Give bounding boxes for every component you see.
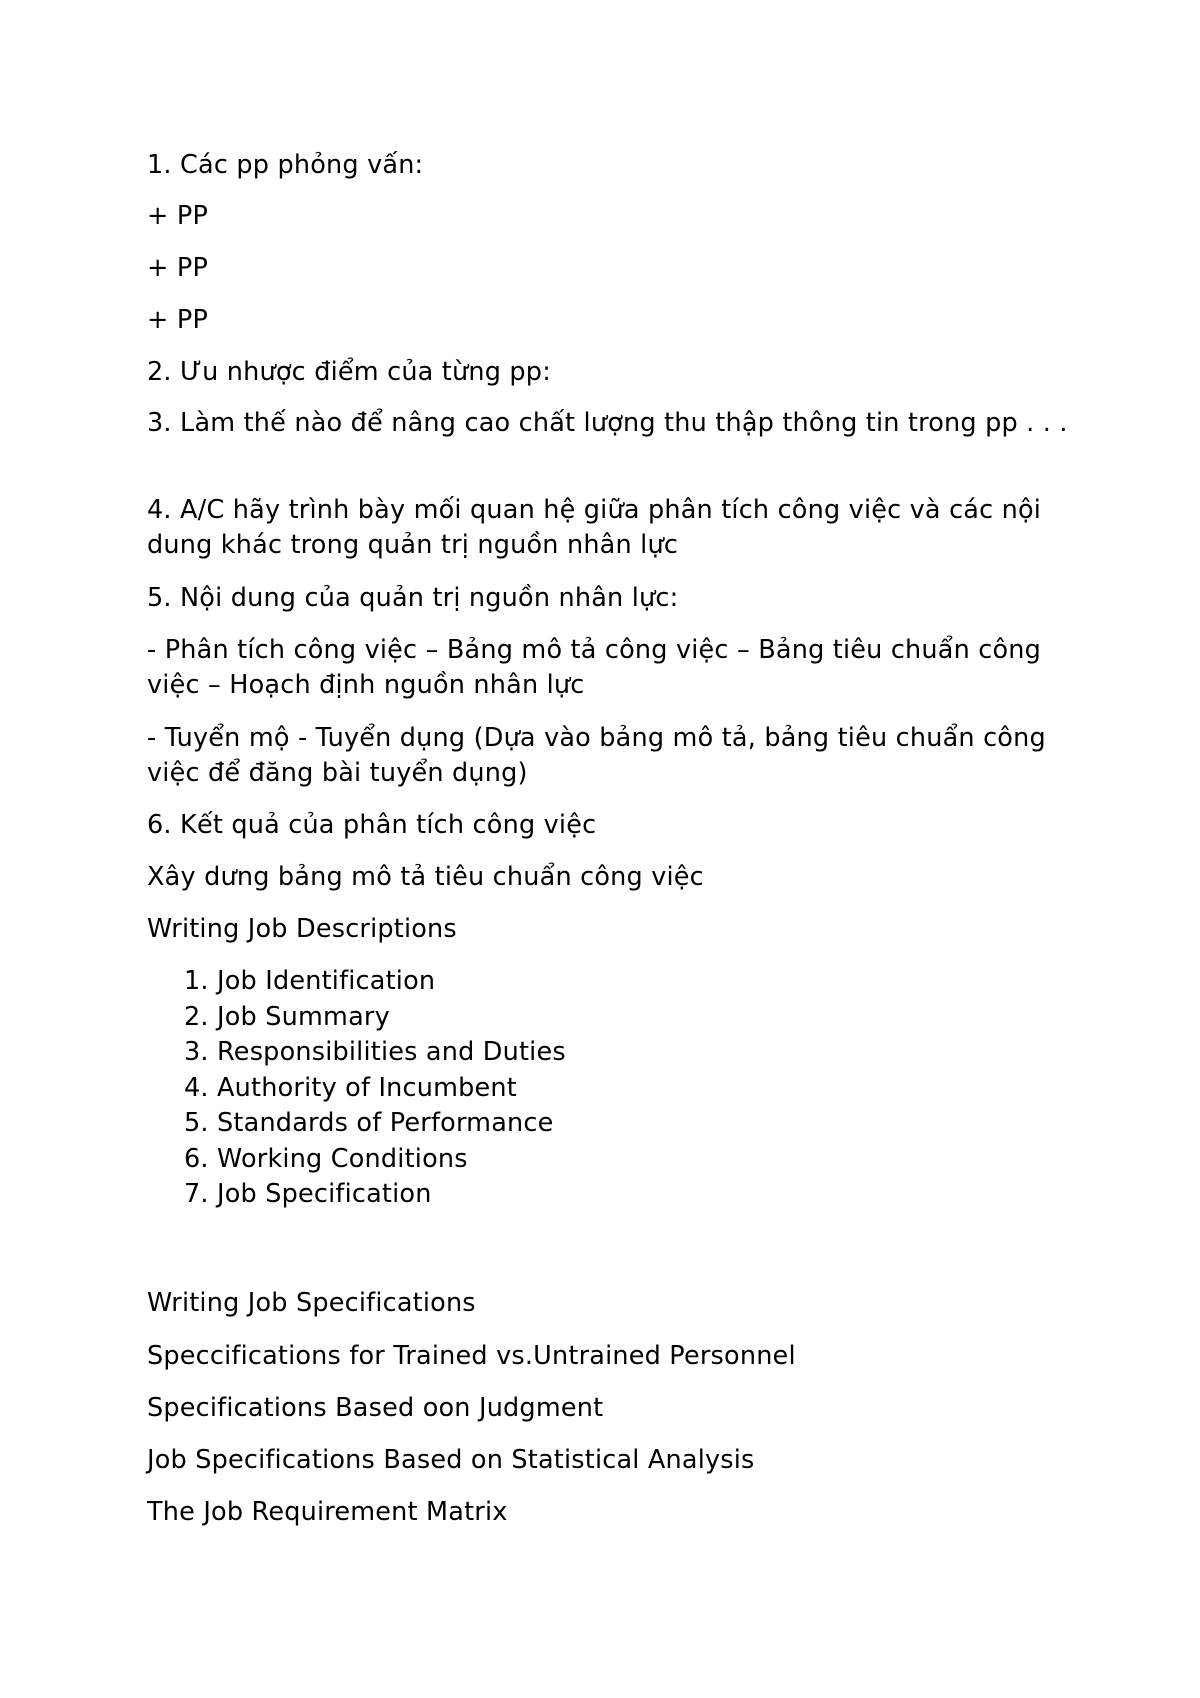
- statistical-analysis-line: Job Specifications Based on Statistical Analysis: [147, 1445, 755, 1475]
- question-3-heading: 3. Làm thế nào để nâng cao chất lượng thu thập thông tin trong pp . . .: [147, 408, 1068, 438]
- list-item: 4. Authority of Incumbent: [184, 1072, 517, 1103]
- list-item: 3. Responsibilities and Duties: [184, 1037, 566, 1067]
- hr-content-line-1: - Phân tích công việc – Bảng mô tả công việc – Bảng tiêu chuẩn công việc – Hoạch định nguồn nhân lực: [147, 635, 1042, 700]
- question-1-heading: 1. Các pp phỏng vấn:: [147, 150, 424, 180]
- trained-untrained-line: Speccifications for Trained vs.Untrained Personnel: [147, 1341, 796, 1371]
- list-item: 1. Job Identification: [184, 966, 436, 996]
- question-6-heading: 6. Kết quả của phân tích công việc: [147, 810, 597, 840]
- judgment-line: Specifications Based oon Judgment: [147, 1393, 604, 1423]
- list-item: 2. Job Summary: [184, 1001, 390, 1032]
- question-4-heading: 4. A/C hãy trình bày mối quan hệ giữa phân tích công việc và các nội dung khác trong quản trị nguồn nhân lực: [147, 495, 1042, 560]
- method-bullet-2: + PP: [147, 253, 209, 283]
- requirement-matrix-line: The Job Requirement Matrix: [147, 1497, 508, 1527]
- list-item: 7. Job Specification: [184, 1179, 432, 1209]
- writing-job-descriptions-heading: Writing Job Descriptions: [147, 914, 457, 944]
- question-5-heading: 5. Nội dung của quản trị nguồn nhân lực:: [147, 583, 679, 613]
- writing-job-specifications-heading: Writing Job Specifications: [147, 1288, 476, 1318]
- question-2-heading: 2. Ưu nhược điểm của từng pp:: [147, 357, 551, 387]
- build-description-line: Xây dưng bảng mô tả tiêu chuẩn công việc: [147, 862, 704, 892]
- method-bullet-1: + PP: [147, 201, 209, 231]
- list-item: 5. Standards of Performance: [184, 1108, 554, 1138]
- job-description-list: [184, 964, 566, 1213]
- method-bullet-3: + PP: [147, 305, 209, 335]
- list-item: 6. Working Conditions: [184, 1143, 468, 1174]
- hr-content-line-2: - Tuyển mộ - Tuyển dụng (Dựa vào bảng mô tả, bảng tiêu chuẩn công việc để đăng bài tuyển dụng): [147, 723, 1046, 788]
